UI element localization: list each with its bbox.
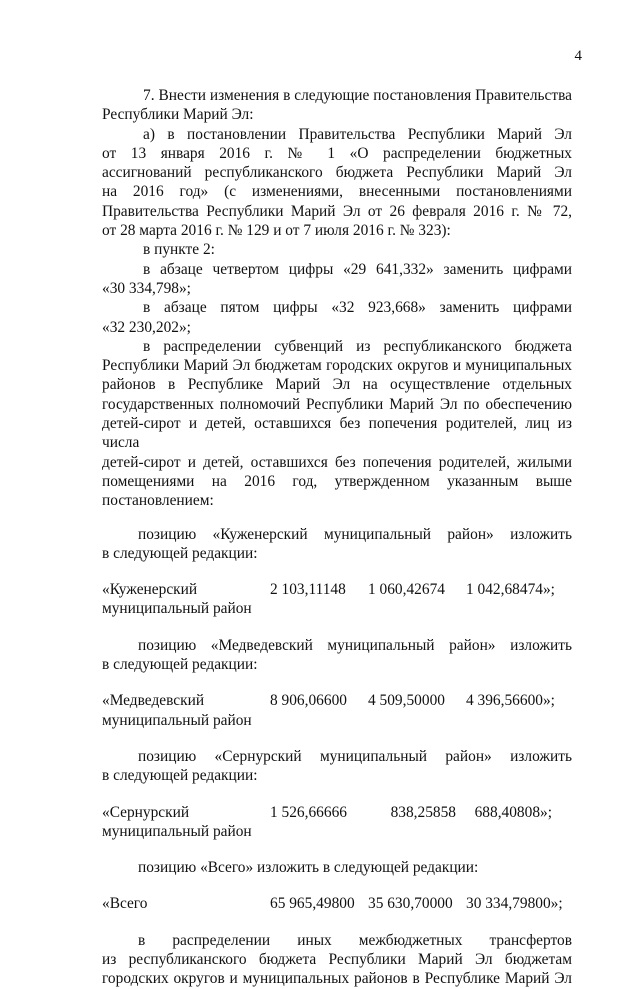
position-sernur-line: в следующей редакции: [102, 767, 258, 785]
row-name-continuation: муниципальный район [102, 822, 252, 840]
point-2-line: в пункте 2: [143, 241, 215, 259]
distribution-line: в распределении субвенций из республиканского бюджета [143, 337, 572, 355]
row-value-2: 4 509,50000 [368, 692, 445, 710]
row-value-1: 2 103,11148 [270, 581, 346, 599]
distribution-line: детей-сирот и детей, оставшихся без попечения родителей, жилыми [102, 453, 572, 471]
position-medvedev-line: в следующей редакции: [102, 656, 258, 674]
item-7-line: Республики Марий Эл: [102, 106, 254, 124]
position-medvedev-line: позицию «Медведевский муниципальный район» изложить [138, 636, 572, 654]
paragraph-5-line: в абзаце пятом цифры «32 923,668» заменить цифрами [143, 299, 572, 317]
paragraph-4-line: в абзаце четвертом цифры «29 641,332» заменить цифрами [143, 260, 572, 278]
table-row-medvedev [102, 691, 572, 710]
distribution-line: районов в Республике Марий Эл на осуществление отдельных [102, 376, 572, 394]
table-row-kuzhener [102, 580, 572, 599]
document-body [102, 86, 572, 989]
item-7-line: 7. Внести изменения в следующие постановления Правительства [143, 87, 572, 104]
position-sernur-line: позицию «Сернурский муниципальный район» изложить [138, 747, 572, 765]
row-name: «Сернурский [102, 803, 190, 821]
distribution-line: детей-сирот и детей, оставшихся без попечения родителей, лиц из числа [102, 415, 572, 452]
row-name-continuation: муниципальный район [102, 600, 252, 618]
distribution-line: государственных полномочий Республики Марий Эл по обеспечению [102, 395, 572, 413]
position-total-line: позицию «Всего» изложить в следующей редакции: [138, 859, 479, 877]
row-value-3: 1 042,68474»; [466, 581, 555, 599]
row-value-1: 65 965,49800 [270, 895, 355, 913]
position-kuzhener-line: позицию «Куженерский муниципальный район» изложить [138, 525, 572, 543]
distribution-line: Республики Марий Эл бюджетам городских округов и муниципальных [102, 357, 572, 375]
row-name: «Медведевский [102, 692, 205, 710]
row-name: «Куженерский [102, 581, 198, 599]
page-number: 4 [574, 48, 582, 64]
other-transfers-line: городских округов и муниципальных районов в Республике Марий Эл [102, 970, 572, 988]
other-transfers-line: из республиканского бюджета Республики Марий Эл бюджетам [102, 950, 572, 968]
row-value-1: 1 526,66666 [270, 803, 347, 821]
paragraph-4-line: «30 334,798»; [102, 279, 191, 297]
subitem-a-line: на 2016 год» (с изменениями, внесенными постановлениями [102, 183, 572, 201]
table-row-total [102, 894, 572, 913]
position-kuzhener-line: в следующей редакции: [102, 544, 258, 562]
row-value-2: 35 630,70000 [368, 895, 453, 913]
row-value-3: 30 334,79800»; [466, 895, 563, 913]
subitem-a-line: от 28 марта 2016 г. № 129 и от 7 июля 2016 г. № 323): [102, 222, 451, 240]
row-name-continuation: муниципальный район [102, 711, 252, 729]
row-value-2: 1 060,42674 [368, 581, 445, 599]
distribution-line: постановлением: [102, 492, 214, 510]
subitem-a-line: Правительства Республики Марий Эл от 26 февраля 2016 г. № 72, [102, 202, 572, 220]
row-value-1: 8 906,06600 [270, 692, 347, 710]
subitem-a-line: а) в постановлении Правительства Республики Марий Эл [143, 125, 572, 143]
other-transfers-line: в распределении иных межбюджетных трансфертов [138, 931, 572, 949]
paragraph-5-line: «32 230,202»; [102, 318, 191, 336]
distribution-line: помещениями на 2016 год, утвержденном указанным выше [102, 472, 572, 490]
table-row-sernur [102, 803, 572, 822]
row-name: «Всего [102, 895, 148, 913]
row-value-2: 838,25858 [390, 803, 456, 821]
row-value-3: 4 396,56600»; [466, 692, 555, 710]
row-value-3: 688,40808»; [474, 803, 552, 821]
subitem-a-line: от 13 января 2016 г. № 1 «О распределении бюджетных [102, 144, 572, 162]
subitem-a-line: ассигнований республиканского бюджета Республики Марий Эл [102, 164, 572, 182]
